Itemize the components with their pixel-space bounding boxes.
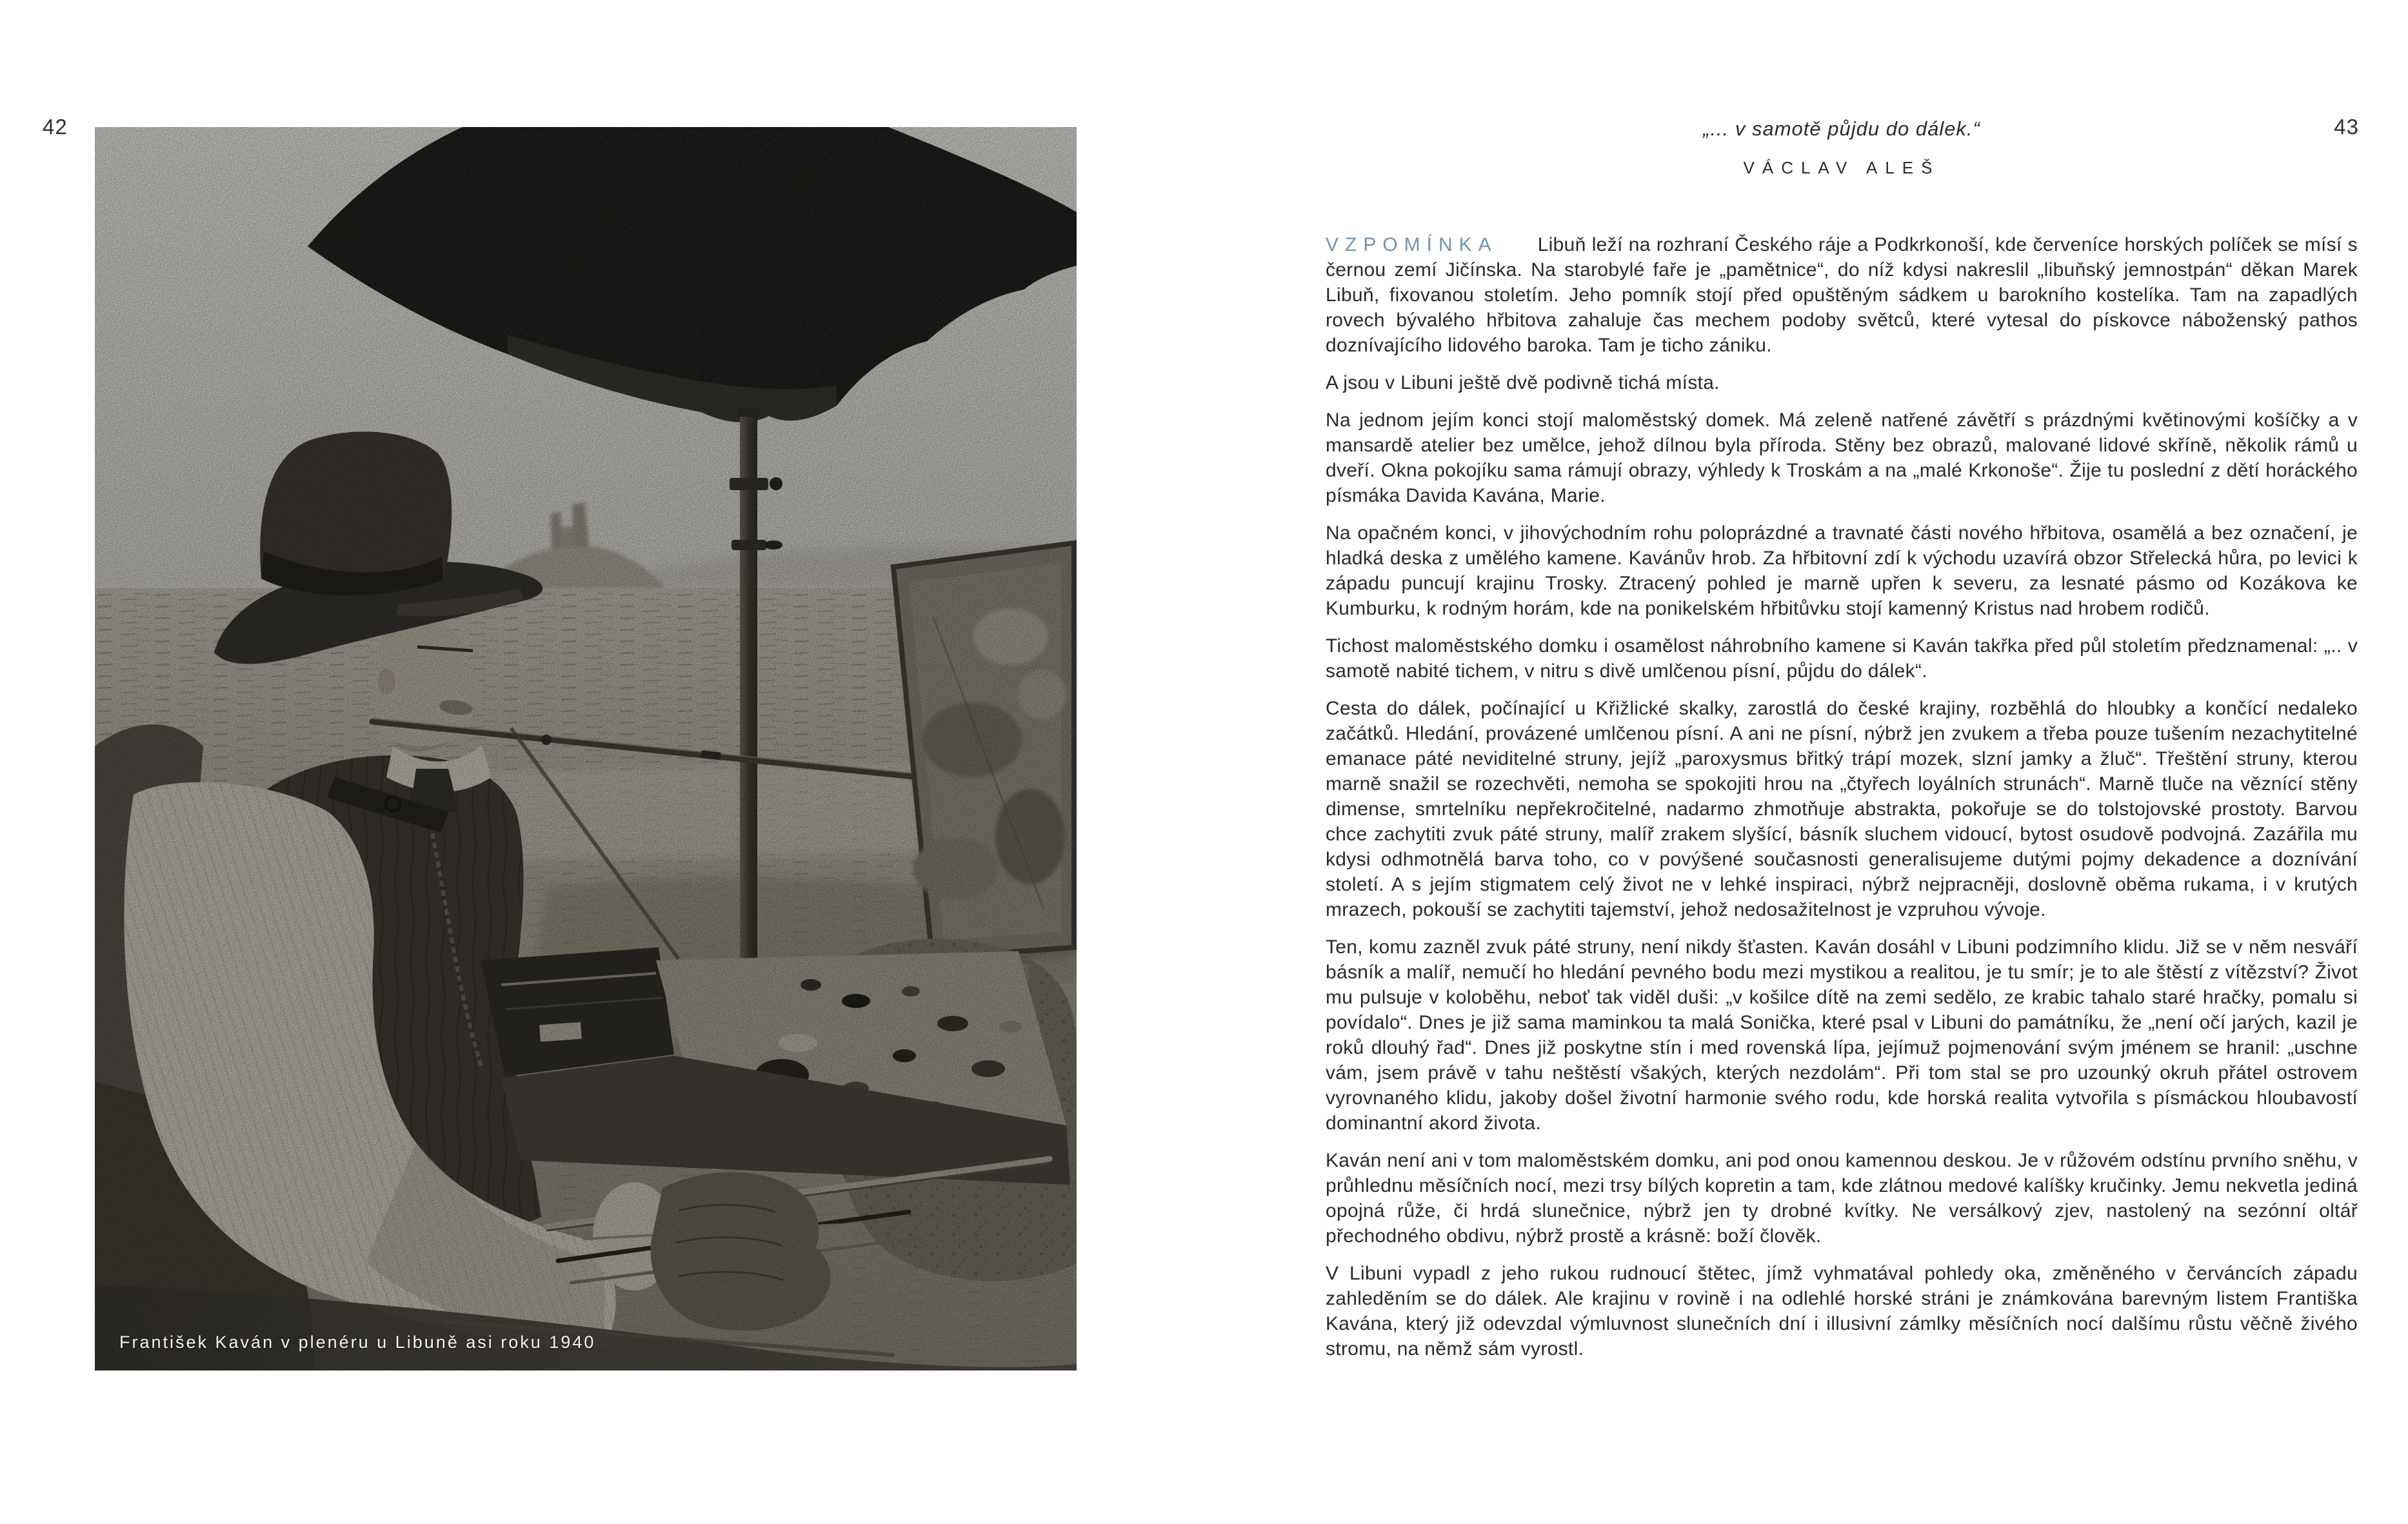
photo-grain [95,127,1077,1371]
right-page-column [1326,117,2358,1374]
page-number-left: 42 [43,115,68,139]
epigraph-author: VÁCLAV ALEŠ [1743,158,1940,177]
photo-caption: František Kaván v plenéru u Libuně asi roku 1940 [119,1332,596,1352]
paragraph: A jsou v Libuni ještě dvě podivně tichá místa. [1326,372,1720,393]
photo-illustration [95,127,1077,1371]
paragraph: Ten, komu zazněl zvuk páté struny, není nikdy šťasten. Kaván dosáhl v Libuni podzimního klidu. Již se v něm nesváří básník a malíř, nemučí ho hledání pevného bodu mezi mystikou a realitou, je tu smír; je to ale štěstí z vítězství? Život mu pulsuje v koloběhu, neboť tak viděl duši: „v košilce dítě na zemi sedělo, ze krabic tahalo staré hračky, pomalu si povídalo“. Dnes je již sama maminkou ta malá Sonička, které psal v Libuni do památníku, že „není očí jarých, kazil je roků dlouhý řad“. Dnes již poskytne stín i med rovenská lípa, jejímuž pojmenování svým jménem se hranil: „uschne vám, jsem právě v tahu neštěstí všakých, kterých nezdolám“. Při tom stal se pro uzounký okruh přátel ostrovem vyrovnaného klidu, jakoby došel životní harmonie svého rodu, kde horská realita vytvořila s písmáckou hloubavostí dominantní akord života. [1326,936,2358,1134]
paragraph: Tichost maloměstského domku i osamělost náhrobního kamene si Kaván takřka před půl stoletím předznamenal: „.. v samotě nabité tichem, v nitru s divě umlčenou písní, půjdu do dálek“. [1326,635,2358,682]
paragraph: Na opačném konci, v jihovýchodním rohu poloprázdné a travnaté části nového hřbitova, osamělá a bez označení, je hladká deska z umělého kamene. Kavánův hrob. Za hřbitovní zdí k východu uzavírá obzor Střelecká hůra, po levici k západu puncují krajinu Trosky. Ztracený pohled je marně upřen k severu, za lesnaté pásmo od Kozákova ke Kumburku, k rodným horám, kde na ponikelském hřbitůvku stojí kamenný Kristus nad hrobem rodičů. [1326,522,2358,619]
lead-paragraph [1326,232,2358,358]
photo-frantisek-kavan [95,127,1077,1371]
paragraph: Cesta do dálek, počínající u Křižlické skalky, zarostlá do české krajiny, rozběhlá do hloubky a končící nedaleko začátků. Hledání, provázené umlčenou písní. A ani ne písní, nýbrž jen zvukem a třeba pouze tušením nezachytitelné emanace páté neviditelné struny, jejíž „paroxysmus břitký trápí mozek, slzní jamky a žluč“. Třeštění struny, kterou marně snažil se rozechvěti, nemoha se spokojiti hrou na „čtyřech loyálních strunách“. Marně tluče na věznící stěny dimense, smrtelníku nepřekročitelné, nadarmo zhmotňuje abstrakta, pokořuje se do tolstojovské prostoty. Barvou chce zachytiti zvuk páté struny, malíř zrakem slyšící, básník sluchem vidoucí, bytost osudově podvojná. Zazářila mu kdysi odhmotnělá barva toho, co v povýšené současnosti generalisujeme dutými pojmy dekadence a doznívání století. A s jejím stigmatem celý život ne v lehké inspiraci, nýbrž nejpracněji, doslovně oběma rukama, i v krutých mrazech, pokouší se zachytiti tajemství, jehož nedosažitelnost je vzpruhou vývoje. [1326,698,2358,920]
page-number-right: 43 [2334,115,2359,139]
epigraph: „... v samotě půjdu do dálek.“ [1703,117,1980,140]
paragraph-list [1326,370,2358,1361]
lead-paragraph-text: Libuň leží na rozhraní Českého ráje a Podkrkonoší, kde červeníce horských políček se mísí s černou zemí Jičínska. Na starobylé faře je „pamětnice“, do níž kdysi nakreslil „libuňský jemnostpán“ děkan Marek Libuň, fixovanou stoletím. Jeho pomník stojí před opuštěným sádkem u barokního kostelíka. Tam na zapadlých rovech bývalého hřbitova zahaluje čas mechem podoby světců, které vytesal do pískovce náboženský pathos doznívajícího lidového baroka. Tam je ticho zániku. [1326,234,2358,356]
section-heading-vzpominka: VZPOMÍNKA [1326,234,1498,255]
paragraph: V Libuni vypadl z jeho rukou rudnoucí štětec, jímž vyhmatával pohledy oka, změněného v červáncích západu zahleděním se do dálek. Ale krajinu v rovině i na odlehlé horské stráni je známkována barevným listem Františka Kavána, který již odevzdal výmluvnost slunečních dní i illusivní zámlky měsíčních nocí dalšímu růstu věčně živého stromu, na němž sám vyrostl. [1326,1263,2358,1360]
paragraph: Na jednom jejím konci stojí maloměstský domek. Má zeleně natřené závětří s prázdnými květinovými košíčky a v mansardě atelier bez umělce, jehož dílnou byla příroda. Stěny bez obrazů, malované lidové skříně, několik rámů u dveří. Okna pokojíku sama rámují obrazy, výhledy k Troskám a na „malé Krkonoše“. Žije tu poslední z dětí horáckého písmáka Davida Kavána, Marie. [1326,410,2358,506]
paragraph: Kaván není ani v tom maloměstském domku, ani pod onou kamennou deskou. Je v růžovém odstínu prvního sněhu, v průhlednu měsíčních nocí, mezi trsy bílých kopretin a tam, kde zlátnou medové kalíšky kručinky. Jemu nekvetla jediná opojná růže, či hrdá slunečnice, nýbrž jen ty drobné kvítky. Ne versálkový zjev, nastolený na sezónní oltář přechodného obdivu, nýbrž prostě a krásně: boží člověk. [1326,1150,2358,1247]
essay-body [1326,232,2358,1361]
